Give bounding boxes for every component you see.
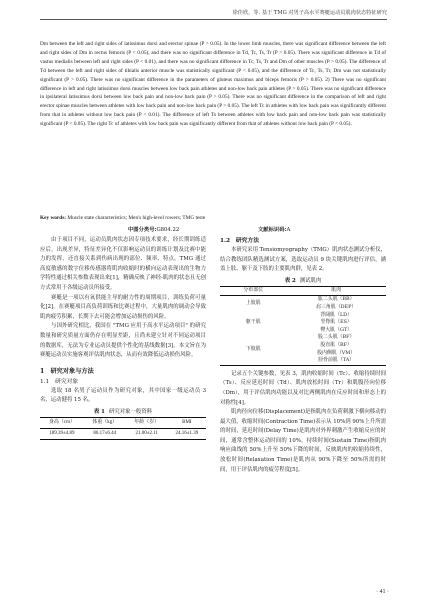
table-1: [40, 417, 206, 440]
section-1-2-title: 1.2 研究方法: [220, 238, 260, 244]
page-number: · 41 ·: [376, 589, 389, 595]
left-column: [40, 236, 206, 440]
table-cell: 胫骨前肌（TA）: [286, 357, 386, 365]
intro-paragraph-1: 由于项目不同，运动员肌肉状态因专项技术要求，经长期训练适应后，出现差异，特征差异化不仅影响运动员的训练计划及比赛中能力的发挥，还直接关系到伤病出现的部位、频率、特点。TMG 通过高度敏感的数字位移传感器将肌肉收缩时的横向运动表现出的生物力学特性通过相关参数表现出来[1]，精确反映了神经-肌肉的状态且无创方式常用于各级运动员所接受。: [40, 237, 206, 291]
table-row: [220, 334, 386, 342]
section-1-2-text: 本研究采用 Tensiomyography（TMG）肌肉状态测试分析仪，结合教练团队精选测试方案，选取运动员 9 块关键肌肉进行评估，涵盖上肢、躯干及下肢的主要肌肉群，见表 2。: [220, 247, 386, 273]
table-header-cell: 分布部位: [220, 286, 286, 296]
intro-paragraph-2: 赛艇是一项以有氧供能主导的耐力性的周期项目，训练负荷可量化[2]。在赛艇项目高负荷训练和比赛过程中，大量肌肉的调动会导致肌肉疲劳积累，长期下去可能会增加运动损伤的风险。: [40, 294, 206, 320]
table-cell: 背阔肌（LD）: [320, 311, 352, 318]
running-header: 徐佳欣，等. 基于 TMG 对男子高水平赛艇运动员肌肉状态特征研究: [232, 10, 387, 16]
table-header-cell: 年龄（岁）: [126, 417, 168, 428]
table-cell: 肱二头肌（BB）: [317, 296, 355, 303]
section-1-1-title: 1.1 研究对象: [40, 378, 79, 385]
keywords-label: Key words:: [40, 215, 67, 221]
table-cell: 竖脊肌（ES）: [320, 319, 352, 326]
table-row: [220, 312, 386, 320]
table-2: [220, 286, 386, 366]
section-1-1-text: 选取 18 名男子运动员作为研究对象，其中国家一级运动员 3 名，运动健将 15 名。: [40, 387, 206, 404]
table-row: [40, 428, 206, 439]
table-header-cell: BMI: [168, 417, 206, 428]
table-cell: 股内侧肌（VM）: [317, 349, 356, 356]
section-1-title: 1 研究对象与方法: [40, 367, 94, 375]
definitions-paragraph: 肌肉径向位移(Displacement)是指肌肉在负荷刺激下横向移动的最大值，收缩时间(Contraction Time)表示从 10%到 90%上升所需的时间，延迟时间(Delay Time)是肌肉对外界刺激产生收缩反应的时间，通常含整体运动时间的 10%，持续时间(Sustain Time)指肌肉响应曲线的 50%上升至 50%下降的时间，反映肌肉的收缩持续性，放松时间(Relaxation Time)是肌肉从 90%下降至 50%所需的时间，用于评估肌肉的疲劳程度[5]。: [220, 409, 386, 473]
table-cell: 189.39±4.89: [40, 428, 84, 439]
right-column: [220, 236, 386, 475]
keywords-line: [40, 214, 386, 222]
intro-paragraph-3: 与国外研究相比，我国在 "TMG 应用于高水平运动项目" 的研究数量和研究质量方面仍存在明显差距，且尚未建立针对不同运动项目的数据库，无法为专业运动员提供个性化的基线数据[3]。本文旨在为赛艇运动员实施客观评估肌肉状态，从而有效降低运动损伤风险。: [40, 323, 206, 359]
table-cell: 股二头肌（BF）: [318, 334, 355, 341]
table-header-cell: 体重（kg）: [84, 417, 126, 428]
table-cell: 股直肌（RF）: [320, 341, 352, 348]
table-cell: 臀大肌（GT）: [320, 326, 352, 333]
keywords-text: Muscle state characteristics; Men's high-level rowers; TMG teste: [67, 215, 206, 221]
table-header-cell: 肌肉: [286, 286, 386, 296]
table-cell: 86.17±6.44: [84, 428, 126, 439]
table-cell: 24.16±1.39: [168, 428, 206, 439]
table-cell: 肩三角肌（DEP）: [316, 303, 357, 310]
table-1-caption: 表 1 研究对象一般资料: [93, 408, 153, 415]
table-cell: 21.00±2.11: [126, 428, 168, 439]
parameters-paragraph: 记录五个关键参数，见表 3，肌肉收缩时间（Tc）、收缩持续时间（Ts）、反应延迟时间（Td）、肌肉放松时间（Tr）和肌腹径向位移（Dm），用于评估肌肉功能以及对比两侧肌肉在反应时间和形态上的对称性[4]。: [220, 370, 386, 406]
clc-code: 中图分类号:G804.22: [128, 227, 180, 233]
table-2-caption: 表 2 测试肌肉: [284, 277, 322, 284]
table-group-cell: 上肢肌: [245, 300, 261, 307]
table-group-cell: 下肢肌: [220, 334, 286, 365]
table-group-cell: 躯干肌: [245, 319, 261, 326]
table-header-cell: 身高（cm）: [40, 417, 84, 428]
document-code: 文献标识码:A: [258, 227, 291, 233]
table-row: [220, 296, 386, 304]
header-rule: [40, 19, 387, 20]
abstract-body: Dm between the left and right sides of latissimus dorsi and erector spinae (P > 0.05). In the lower limb muscles, there was significant difference between the left and right sides of Dm in rectus femoris (P < 0.05), and there was no significant difference in Td, Tc, Ts, Tr (P > 0.05). There was significant difference in Td of vastus medialis between left and right sides (P < 0.01), and there was no significant difference in Tc, Ts, Tr and Dm of other muscles (P > 0.05). The difference of Td between the left and right sides of tibialis anterior muscle was statistically significant (P < 0.05), and the difference of Tc, Ts, Tr, Dm was not statistically significant (P > 0.05). There was no significant difference in the parameters of gluteus maximus and biceps femoris (P > 0.05). 2) There was no significant difference in left and right latissimus dorsi muscles between low back pain athletes and non-low back pain athletes (P > 0.05). There was no significant difference in ipsilateral latissimus dorsi between low back pain and non-low back pain (P > 0.05). There was no significant difference in the comparison of left and right erector spinae muscles between athletes with low back pain and non-low back pain (P > 0.05). The left Tc in athletes with low back pain was significantly different from that in athletes without low back pain (P < 0.01). The difference of left Ts between athletes with low back pain and non-low back pain was statistically significant (P < 0.05). The right Tc of athletes with low back pain was significantly different from that of athletes without low back pain (P < 0.05).: [40, 41, 386, 128]
